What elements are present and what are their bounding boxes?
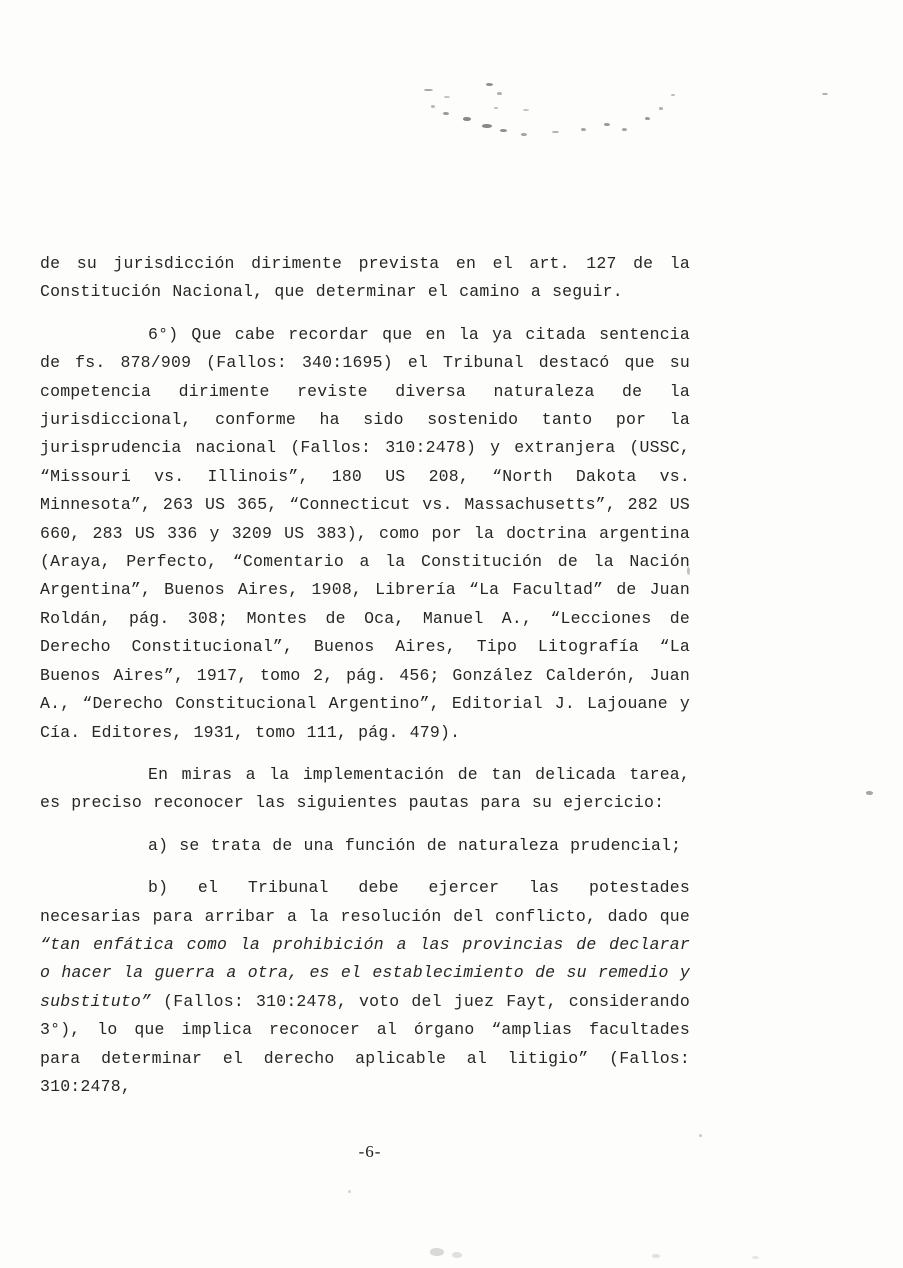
scanner-speck [652,1254,660,1258]
paragraph-run-normal: (Fallos: 310:2478, voto del juez Fayt, considerando 3°), lo que implica reconocer al órgano “amplias facultades para determinar el derecho aplicable al litigio” (Fallos: 310:2478, [40,991,690,1096]
paragraph-en-miras: En miras a la implementación de tan delicada tarea, es preciso reconocer las siguientes pautas para su ejercicio: [40,764,690,813]
scanner-speck [500,129,507,132]
paragraph-item-a: a) se trata de una función de naturaleza prudencial; [148,835,682,855]
scanner-speck [552,131,559,133]
scanner-speck [671,94,675,96]
scanner-speck [431,105,435,108]
scanner-speck [699,1134,702,1137]
scanner-speck [659,107,663,110]
scanner-speck [444,96,450,98]
scanner-speck [497,92,502,95]
page-number: -6- [358,1142,382,1161]
paragraph-continuation: de su jurisdicción dirimente prevista en el art. 127 de la Constitución Nacional, que determinar el camino a seguir. [40,254,690,302]
scanner-speck [443,112,449,115]
scanner-speck [494,107,498,109]
scanner-speck [482,124,492,128]
paragraph-considerando-6: 6°) Que cabe recordar que en la ya citada sentencia de fs. 878/909 (Fallos: 340:1695) el Tribunal destacó que su competencia dirimente reviste diversa naturaleza de la jurisdiccional, conforme ha sido sostenido tanto por la jurisprudencia nacional (Fallos: 310:2478) y extranjera (USSC, “Missouri vs. Illinois”, 180 US 208, “North Dakota vs. Minnesota”, 263 US 365, “Connecticut vs. Massachusetts”, 282 US 660, 283 US 336 y 3209 US 383), como por la doctrina argentina (Araya, Perfecto, “Comentario a la Constitución de la Nación Argentina”, Buenos Aires, 1908, Librería “La Facultad” de Juan Roldán, pág. 308; Montes de Oca, Manuel A., “Lecciones de Derecho Constitucional”, Buenos Aires, Tipo Litografía “La Buenos Aires”, 1917, tomo 2, pág. 456; González Calderón, Juan A., “Derecho Constitucional Argentino”, Editorial J. Lajouane y Cía. Editores, 1931, tomo 111, pág. 479). [40,324,690,742]
scanner-speck [463,117,471,121]
scanner-speck [866,791,873,795]
scanner-speck [348,1190,351,1193]
scanner-speck [424,89,433,91]
scanner-speck [452,1252,462,1258]
scanner-speck [523,109,529,111]
paragraph-run-italic-quote: “tan enfática como la prohibición a las provincias de declarar o hacer la guerra a otra, es el establecimiento de su remedio y substituto” [40,934,690,1011]
scanner-speck [521,133,527,136]
scanner-speck [581,128,586,131]
scanner-speck [430,1248,444,1256]
scanner-speck [645,117,650,120]
scanner-speck [822,93,828,95]
scanner-speck [752,1256,759,1259]
document-body [40,250,690,1115]
scanner-speck [622,128,627,131]
paragraph-item-b [40,874,690,1101]
scanner-speck [486,83,493,86]
scanner-speck [604,123,610,126]
paragraph-run-normal: b) el Tribunal debe ejercer las potestades necesarias para arribar a la resolución del conflicto, dado que [40,878,690,926]
